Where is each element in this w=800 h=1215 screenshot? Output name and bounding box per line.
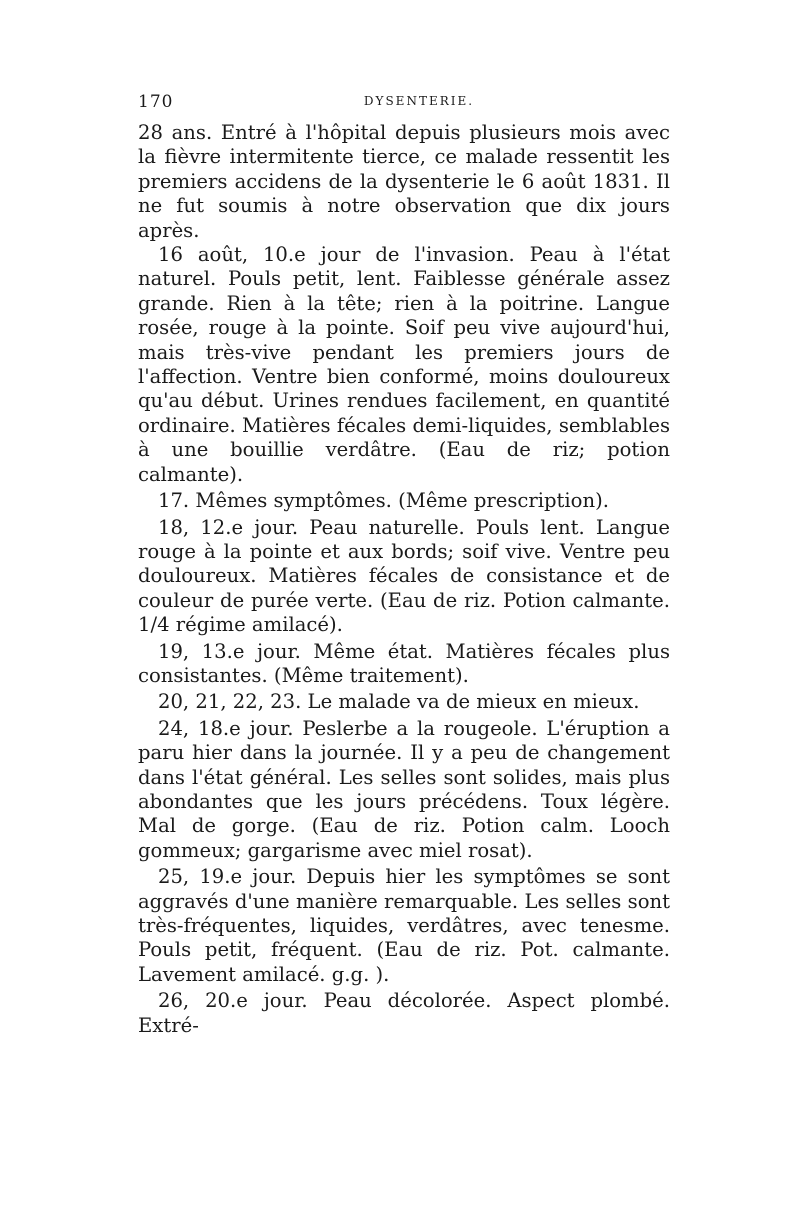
paragraph-26: 26, 20.e jour. Peau décolorée. Aspect plombé. Extré-	[138, 989, 670, 1037]
paragraph-intro: 28 ans. Entré à l'hôpital depuis plusieurs mois avec la fièvre intermitente tierce, ce malade ressentit les premiers accidens de la dysenterie le 6 août 1831. Il ne fut soumis à notre observation que dix jours après.	[138, 121, 670, 242]
paragraph-19: 19, 13.e jour. Même état. Matières fécales plus consistantes. (Même traitement).	[138, 639, 670, 687]
paragraph-24: 24, 18.e jour. Peslerbe a la rougeole. L'éruption a paru hier dans la journée. Il y a peu de changement dans l'état général. Les selles sont solides, mais plus abondantes que les jours précédens. Toux légère. Mal de gorge. (Eau de riz. Potion calm. Looch gommeux; gargarisme avec miel rosat).	[138, 716, 670, 862]
running-title: DYSENTERIE.	[363, 94, 475, 108]
paragraph-18: 18, 12.e jour. Peau naturelle. Pouls lent. Langue rouge à la pointe et aux bords; soif vive. Ventre peu douloureux. Matières fécales de consistance et de couleur de purée verte. (Eau de riz. Potion calmante. 1/4 régime amilacé).	[138, 515, 670, 637]
page-header	[138, 92, 670, 114]
paragraph-25: 25, 19.e jour. Depuis hier les symptômes se sont aggravés d'une manière remarquable. Les selles sont très-fréquentes, liquides, verdâtres, avec tenesme. Pouls petit, fréquent. (Eau de riz. Pot. calmante. Lavement amilacé. g.g. ).	[138, 865, 670, 986]
paragraph-16-aout: 16 août, 10.e jour de l'invasion. Peau à l'état naturel. Pouls petit, lent. Faiblesse générale assez grande. Rien à la tête; rien à la poitrine. Langue rosée, rouge à la pointe. Soif peu vive aujourd'hui, mais très-vive pendant les premiers jours de l'affection. Ventre bien conformé, moins douloureux qu'au début. Urines rendues facilement, en quantité ordinaire. Matières fécales demi-liquides, semblables à une bouillie verdâtre. (Eau de riz; potion calmante).	[138, 243, 670, 486]
paragraph-17: 17. Mêmes symptômes. (Même prescription).	[158, 489, 609, 513]
page-number: 170	[138, 92, 174, 112]
body-text	[138, 121, 670, 1038]
paragraph-20-23: 20, 21, 22, 23. Le malade va de mieux en mieux.	[158, 690, 640, 714]
